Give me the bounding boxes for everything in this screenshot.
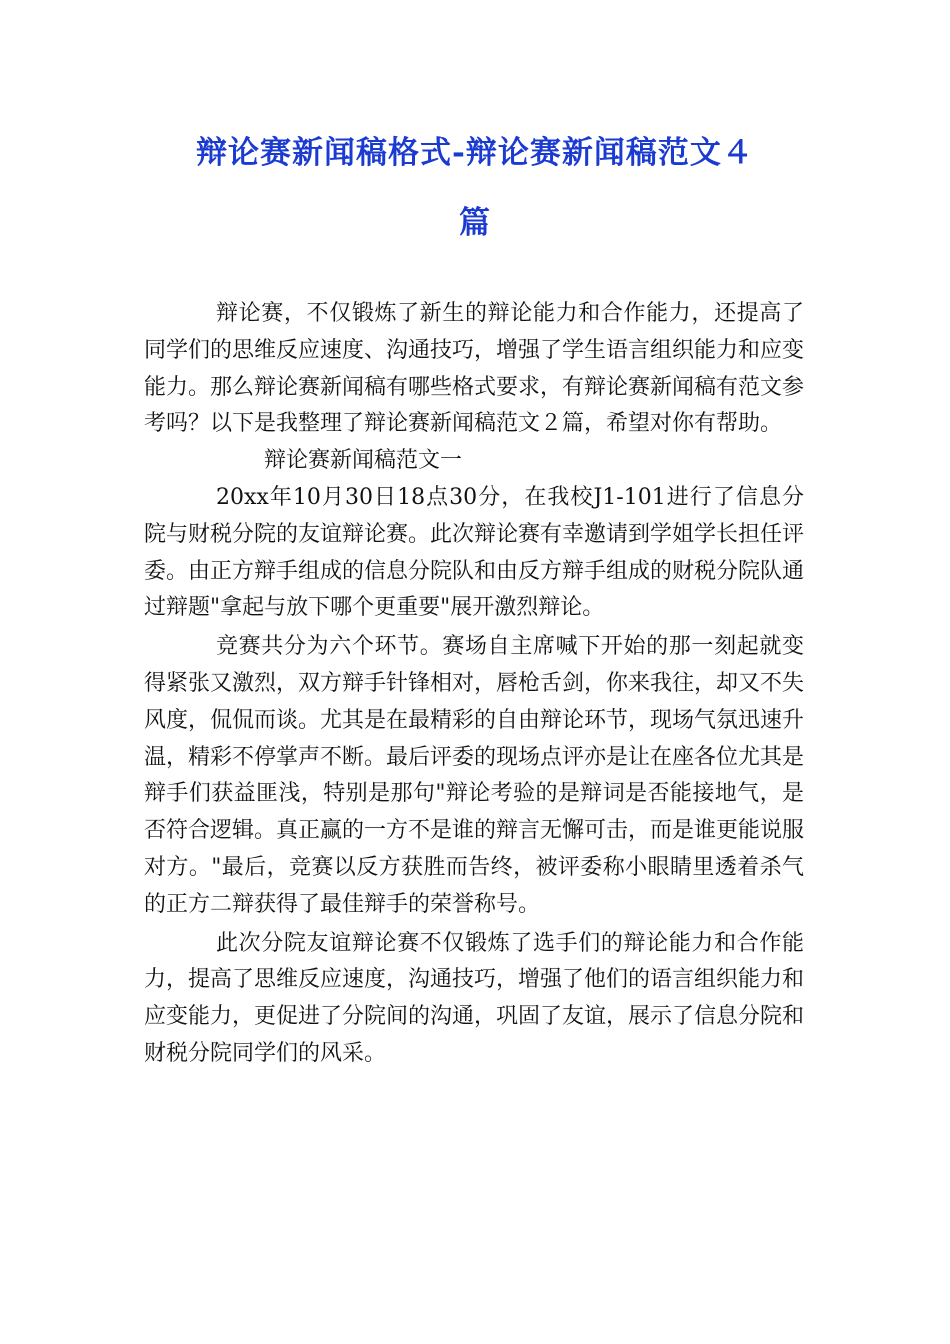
- body-paragraph-2: 竞赛共分为六个环节。赛场自主席喊下开始的那一刻起就变得紧张又激烈，双方辩手针锋相对，唇枪舌剑，你来我往，却又不失风度，侃侃而谈。尤其是在最精彩的自由辩论环节，现场气氛迅速升温，精彩不停掌声不断。最后评委的现场点评亦是让在座各位尤其是辩手们获益匪浅，特别是那句"辩论考验的是辩词是否能接地气，是否符合逻辑。真正赢的一方不是谁的辩言无懈可击，而是谁更能说服对方。"最后，竞赛以反方获胜而告终，被评委称小眼睛里透着杀气的正方二辩获得了最佳辩手的荣誉称号。: [144, 634, 805, 917]
- body-paragraph-1: 20xx年10月30日18点30分，在我校J1-101进行了信息分院与财税分院的友谊辩论赛。此次辩论赛有幸邀请到学姐学长担任评委。由正方辩手组成的信息分院队和由反方辩手组成的财税分院队通过辩题"拿起与放下哪个更重要"展开激烈辩论。: [144, 484, 805, 621]
- intro-paragraph: 辩论赛，不仅锻炼了新生的辩论能力和合作能力，还提高了同学们的思维反应速度、沟通技巧，增强了学生语言组织能力和应变能力。那么辩论赛新闻稿有哪些格式要求，有辩论赛新闻稿有范文参考吗？以下是我整理了辩论赛新闻稿范文２篇，希望对你有帮助。: [144, 301, 805, 437]
- document-body: [144, 296, 804, 1073]
- body-paragraph-3: 此次分院友谊辩论赛不仅锻炼了选手们的辩论能力和合作能力，提高了思维反应速度，沟通技巧，增强了他们的语言组织能力和应变能力，更促进了分院间的沟通，巩固了友谊，展示了信息分院和财税分院同学们的风采。: [144, 930, 805, 1066]
- document-title-line-2: 篇: [459, 205, 491, 241]
- document-title-line-1: 辩论赛新闻稿格式-辩论赛新闻稿范文４: [196, 135, 754, 171]
- section-heading: 辩论赛新闻稿范文一: [264, 448, 463, 474]
